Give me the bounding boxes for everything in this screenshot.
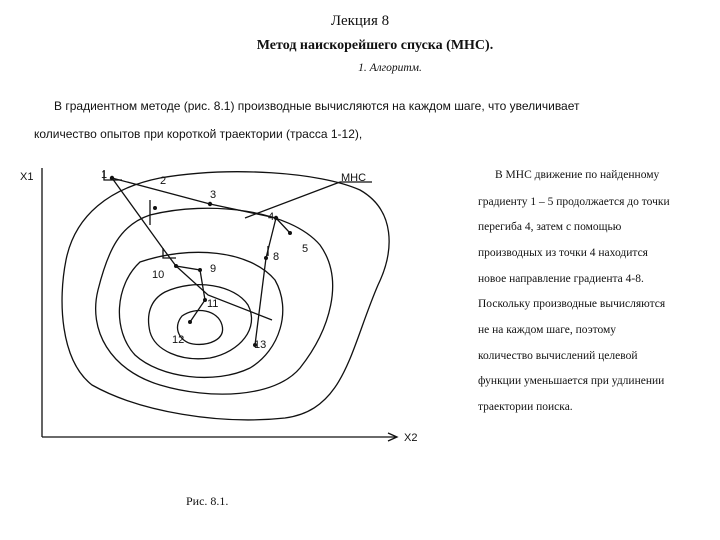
point-marker: [288, 231, 292, 235]
point-label-8: 8: [273, 251, 280, 263]
point-label-10: 10: [152, 269, 165, 281]
side-text-line: не на каждом шаге, поэтому: [478, 324, 617, 336]
side-text-line: перегиба 4, затем с помощью: [478, 221, 622, 233]
axis-x-label: X2: [404, 432, 418, 444]
point-label-4: 4: [268, 211, 275, 223]
point-marker: [198, 268, 202, 272]
side-text-line: градиенту 1 – 5 продолжается до точки: [478, 196, 670, 208]
contour-inner: [178, 310, 223, 344]
intro-line-2: количество опытов при короткой траектории (трасса 1-12),: [34, 127, 363, 141]
point-marker: [174, 264, 178, 268]
figure-caption: Рис. 8.1.: [186, 494, 229, 508]
lecture-heading: Лекция 8: [330, 13, 390, 29]
intro-line-1: В градиентном методе (рис. 8.1) производные вычисляются на каждом шаге, что увеличивает: [54, 99, 580, 113]
point-label-3: 3: [210, 189, 217, 201]
section-subtitle: 1. Алгоритм.: [358, 62, 422, 74]
side-text-line: количество вычислений целевой: [478, 350, 638, 362]
side-text-line: новое направление градиента 4-8.: [478, 273, 644, 285]
point-label-12: 12: [172, 334, 185, 346]
point-label-1: 1: [101, 169, 108, 181]
side-text-line: производных из точки 4 находится: [478, 247, 648, 259]
side-text-line: траектории поиска.: [478, 401, 573, 413]
point-marker: [274, 216, 278, 220]
mns-label-leader: [245, 182, 340, 218]
point-marker: [188, 320, 192, 324]
side-text-line: Поскольку производные вычисляются: [478, 298, 666, 310]
point-marker: [110, 176, 114, 180]
mns-path: [112, 178, 290, 233]
mns-path-2: [255, 218, 276, 345]
side-text-line: В МНС движение по найденному: [495, 169, 660, 181]
point-label-13: 13: [254, 339, 267, 351]
point-marker: [264, 256, 268, 260]
point-marker: [208, 202, 212, 206]
point-label-5: 5: [302, 243, 309, 255]
contour-4: [149, 285, 252, 359]
axis-y-label: X1: [20, 171, 34, 183]
point-label-11: 11: [207, 298, 219, 310]
point-label-2: 2: [160, 175, 167, 187]
page-title: Метод наискорейшего спуска (МНС).: [256, 38, 494, 53]
side-text-line: функции уменьшается при удлинении: [478, 375, 665, 387]
mns-label: МНС: [341, 172, 367, 184]
point-label-9: 9: [210, 263, 217, 275]
point-marker: [153, 206, 157, 210]
